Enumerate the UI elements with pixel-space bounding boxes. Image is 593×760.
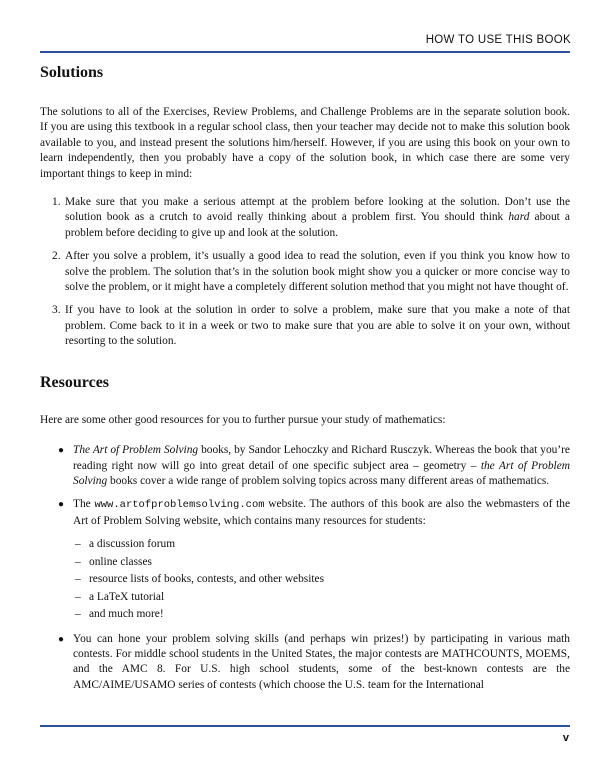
solutions-item-2 (40, 249, 570, 295)
item-text: about a problem before deciding to give up and look at the solution. (65, 211, 570, 239)
sub-item: – a discussion forum (75, 538, 176, 551)
item-number: 1. (52, 196, 61, 209)
bullet-icon: ● (58, 633, 65, 645)
solutions-item-3 (40, 303, 570, 349)
resource-item-books (40, 443, 570, 489)
item-text: The (73, 498, 95, 511)
item-text: If you have to look at the solution in order to solve a problem, make sure that you make a note of that problem. Come back to it in a week or two to make sure that you are able to solve it on your own, without resorting to the solution. (65, 304, 570, 348)
page-content (40, 64, 570, 693)
sub-item-text: a LaTeX tutorial (89, 590, 165, 603)
item-text: books, by Sandor Lehoczky and Richard Rusczyk. Whereas the book that you’re reading right now will go into great detail of one specific subject area – geometry – (73, 444, 570, 472)
resource-item-contests (40, 632, 570, 694)
resource-item-website (40, 497, 570, 623)
item-number: 3. (52, 304, 61, 317)
footer-rule (40, 725, 570, 727)
header-rule (40, 51, 570, 53)
website-url[interactable]: www.artofproblemsolving.com (94, 499, 265, 512)
solutions-list (40, 195, 570, 350)
solutions-heading: Solutions (40, 64, 104, 81)
page-number: v (562, 732, 569, 744)
item-number: 2. (52, 250, 61, 263)
sub-item-text: a discussion forum (89, 538, 176, 551)
item-emphasis: hard (508, 211, 530, 224)
website-resources-list (73, 536, 570, 624)
book-title: The Art of Problem Solving (73, 444, 199, 457)
sub-item: – resource lists of books, contests, and other websites (75, 573, 325, 586)
resources-list (40, 443, 570, 693)
item-text: You can hone your problem solving skills (and perhaps win prizes!) by participating in various math contests. For middle school students in the United States, the major contests are MATHCOUNTS, MOEMS, and the AMC 8. For U.S. high school students, some of the best-known contests are the AMC/AIME/USAMO series of contests (which choose the U.S. team for the International (73, 632, 570, 691)
sub-item: – online classes (75, 555, 152, 568)
solutions-intro: The solutions to all of the Exercises, Review Problems, and Challenge Problems are in the separate solution book. If you are using this textbook in a regular school class, then your teacher may decide not to make this solution book available to you, and instead present the solutions him/herself. However, if you are using this book on your own to learn independently, then you probably have a copy of the solution book, in which case there are some very important things to keep in mind: (40, 106, 570, 180)
sub-item-text: online classes (89, 555, 152, 568)
sub-item: – and much more! (75, 608, 164, 621)
sub-item: – a LaTeX tutorial (75, 590, 165, 603)
resources-intro: Here are some other good resources for you to further pursue your study of mathematics: (40, 413, 446, 426)
solutions-item-1 (40, 195, 570, 241)
bullet-icon: ● (58, 445, 65, 457)
resources-heading: Resources (40, 373, 110, 391)
running-head: HOW TO USE THIS BOOK (425, 34, 571, 46)
bullet-icon: ● (58, 499, 65, 511)
item-text: Make sure that you make a serious attempt at the problem before looking at the solution. Don’t use the solution book as a crutch to avoid really thinking about a problem first. You should think (65, 196, 570, 224)
sub-item-text: resource lists of books, contests, and other websites (89, 573, 325, 586)
sub-item-text: and much more! (89, 608, 164, 621)
item-text: books cover a wide range of problem solving topics across many different areas of mathematics. (107, 474, 550, 487)
book-title: the Art of Problem Solving (73, 459, 570, 487)
item-text: website. The authors of this book are also the webmasters of the Art of Problem Solving website, which contains many resources for students: (73, 498, 570, 527)
item-text: After you solve a problem, it’s usually a good idea to read the solution, even if you think you know how to solve the problem. The solution that’s in the solution book might show you a quicker or more concise way to solve the problem, or it might have a completely different solution method that you might not have thought of. (65, 250, 570, 294)
